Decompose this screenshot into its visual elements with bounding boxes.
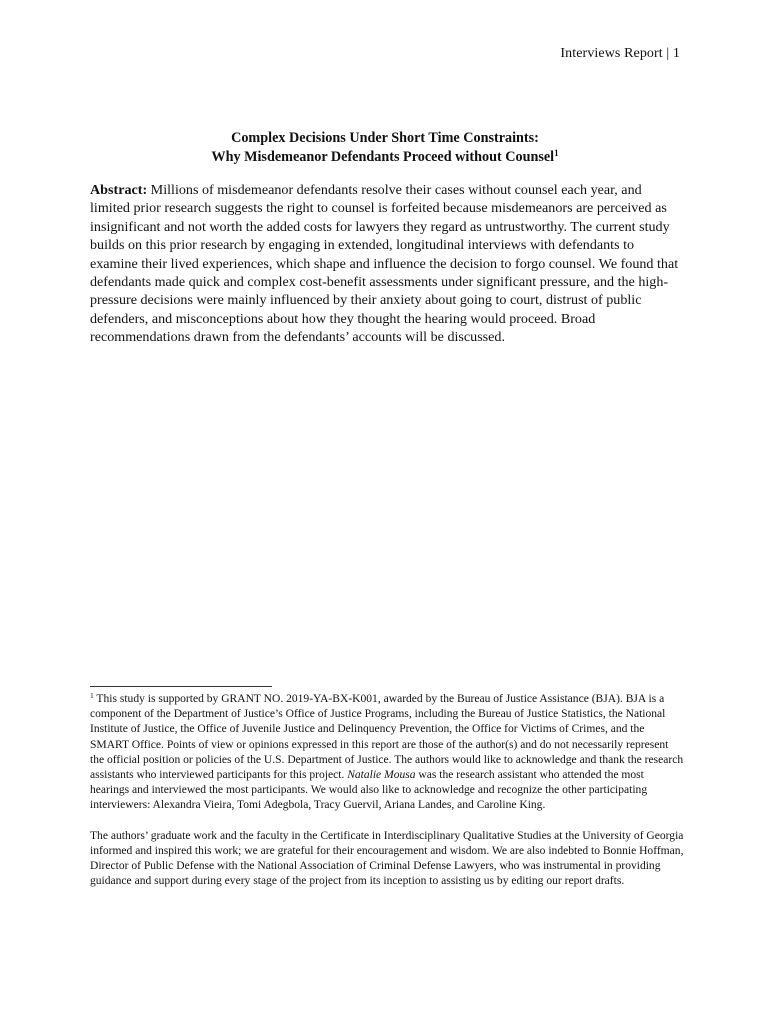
title-line-2: [90, 148, 680, 167]
footnote-paragraph-2: The authors’ graduate work and the faculty in the Certificate in Interdisciplinary Qualitative Studies at the University of Georgia informed and inspired this work; we are grateful for their encouragement and wisdom. We are also indebted to Bonnie Hoffman, Director of Public Defense with the National Association of Criminal Defense Lawyers, who was instrumental in providing guidance and support during every stage of the project from its inception to assisting us by editing our report drafts.: [90, 829, 684, 888]
footnote-p1-part2: was the research assistant who attended the most hearings and interviewed the most participants. We would also like to acknowledge and recognize the other participating interviewers: Alexandra Vieira, Tomi Adegbola, Tracy Guervil, Ariana Landes, and Caroline King.: [90, 769, 648, 812]
running-header: Interviews Report | 1: [560, 46, 680, 61]
abstract-label: Abstract:: [90, 182, 148, 198]
footnote-separator: [90, 686, 272, 687]
title-line-2-text: Why Misdemeanor Defendants Proceed without Counsel: [211, 149, 555, 165]
abstract-text: Millions of misdemeanor defendants resolve their cases without counsel each year, and limited prior research suggests the right to counsel is forfeited because misdemeanors are perceived as insignificant and not worth the added costs for lawyers they regard as untrustworthy. The current study builds on this prior research by engaging in extended, longitudinal interviews with defendants to examine their lived experiences, which shape and influence the decision to forgo counsel. We found that defendants made quick and complex cost-benefit assessments under significant pressure, and the high-pressure decisions were mainly influenced by their anxiety about going to court, distrust of public defenders, and misconceptions about how they thought the hearing would proceed. Broad recommendations drawn from the defendants’ accounts will be discussed.: [90, 182, 679, 346]
footnote-p1-italic-name: Natalie Mousa: [347, 769, 416, 782]
report-title: [90, 129, 680, 167]
footnote: [90, 692, 684, 889]
title-footnote-mark[interactable]: 1: [554, 148, 559, 158]
footnote-mark: 1: [90, 691, 94, 700]
title-line-1: Complex Decisions Under Short Time Constraints:: [231, 130, 539, 146]
abstract-paragraph: [90, 181, 682, 347]
footnote-paragraph-1: [90, 692, 684, 814]
footnote-p1-part1: This study is supported by GRANT NO. 2019-YA-BX-K001, awarded by the Bureau of Justice Assistance (BJA). BJA is a component of the Department of Justice’s Office of Justice Programs, including the Bureau of Justice Statistics, the National Institute of Justice, the Office of Juvenile Justice and Delinquency Prevention, the Office for Victims of Crimes, and the SMART Office. Points of view or opinions expressed in this report are those of the author(s) and do not necessarily represent the official position or policies of the U.S. Department of Justice. The authors would like to acknowledge and thank the research assistants who interviewed participants for this project.: [90, 693, 684, 782]
